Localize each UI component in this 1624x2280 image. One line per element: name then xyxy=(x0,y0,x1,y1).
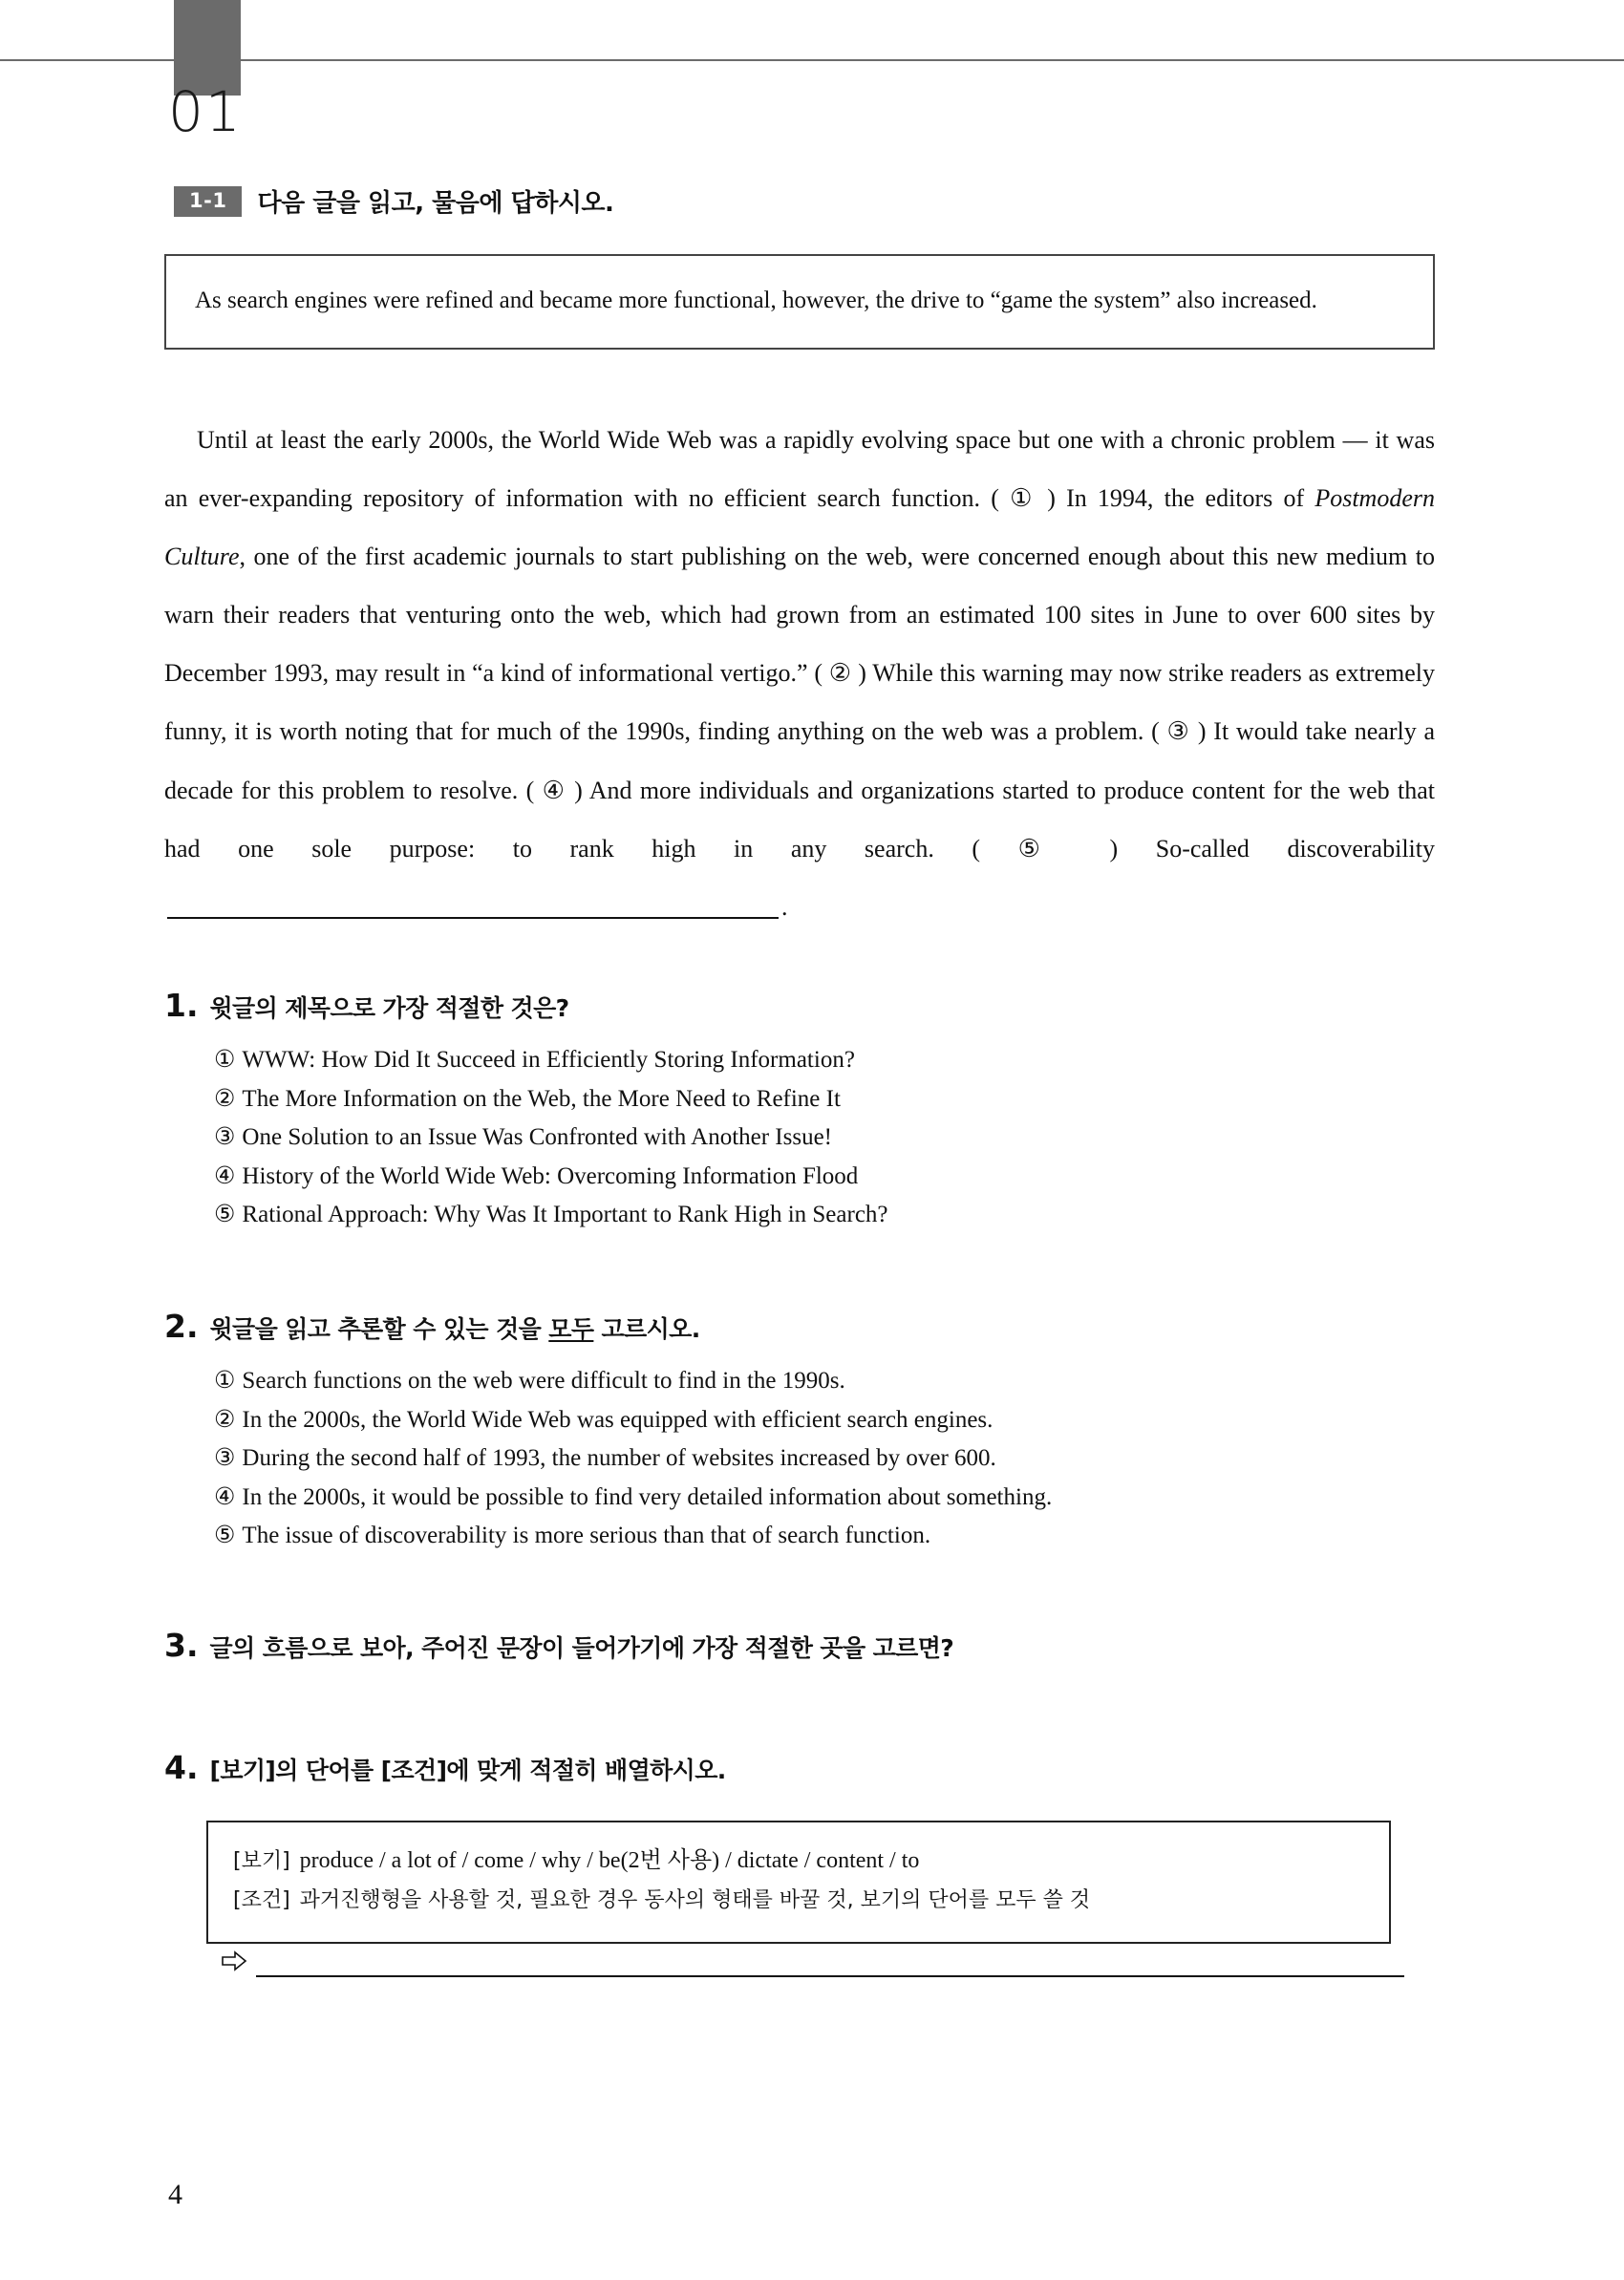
direction-badge: 1-1 xyxy=(174,186,242,217)
direction-text: 다음 글을 읽고, 물음에 답하시오. xyxy=(257,189,614,218)
question-3-head xyxy=(164,1627,1444,1664)
choice-marker: ④ xyxy=(214,1483,236,1510)
question-2-title-emphasis: 모두 xyxy=(548,1315,594,1343)
choice-text: One Solution to an Issue Was Confronted with Another Issue! xyxy=(242,1124,833,1150)
choice-marker: ④ xyxy=(214,1162,236,1189)
choice-item[interactable] xyxy=(214,1517,1444,1556)
question-1-title: 윗글의 제목으로 가장 적절한 것은? xyxy=(209,994,569,1022)
choice-text: WWW: How Did It Succeed in Efficiently Storing Information? xyxy=(242,1047,855,1073)
choice-text: Rational Approach: Why Was It Important to Rank High in Search? xyxy=(242,1202,888,1227)
choice-text: In the 2000s, the World Wide Web was equipped with efficient search engines. xyxy=(242,1406,994,1433)
passage-part-2: , one of the first academic journals to start publishing on the web, were concerned enough about this new medium to warn their readers that venturing onto the web, which had grown from an estimated 100 sites in June to over 600 sites by December 1993, may result in “a kind of informational vertigo.” ( ② ) While this warning may now strike readers as extremely funny, it is worth noting that for much of the 1990s, finding anything on the web was a problem. ( ③ ) It would take nearly a decade for this problem to resolve. ( ④ ) And more individuals and organizations started to produce content for the web that had one sole purpose: to rank high in any search. ( ⑤ ) So-called discoverability xyxy=(164,543,1435,863)
choice-marker: ② xyxy=(214,1406,236,1433)
bogi-label: [보기] xyxy=(233,1849,290,1873)
question-4-head xyxy=(164,1749,1444,1786)
choice-text: The More Information on the Web, the More Need to Refine It xyxy=(242,1085,841,1112)
question-2-title-before: 윗글을 읽고 추론할 수 있는 것을 xyxy=(209,1315,549,1343)
choice-marker: ③ xyxy=(214,1124,236,1150)
passage-answer-blank xyxy=(167,917,779,919)
choice-marker: ⑤ xyxy=(214,1202,236,1227)
jogeon-line xyxy=(233,1881,1364,1920)
passage-part-1: Until at least the early 2000s, the World Wide Web was a rapidly evolving space but one with a chronic problem — it was an ever-expanding repository of information with no efficient search function. ( ① ) In 1994, the editors of xyxy=(164,426,1435,513)
question-3-number: 3. xyxy=(164,1627,199,1664)
question-2-head xyxy=(164,1310,1444,1345)
jogeon-label: [조건] xyxy=(233,1888,290,1913)
question-3-title: 글의 흐름으로 보아, 주어진 문장이 들어가기에 가장 적절한 곳을 고르면? xyxy=(209,1634,954,1662)
question-1-number: 1. xyxy=(164,987,199,1024)
choice-item[interactable] xyxy=(214,1041,1444,1080)
question-1 xyxy=(164,987,1444,1235)
choice-item[interactable] xyxy=(214,1119,1444,1158)
question-1-head xyxy=(164,987,1444,1024)
answer-write-line[interactable] xyxy=(256,1949,1404,1977)
question-2-choices xyxy=(214,1362,1444,1556)
answer-row xyxy=(220,1947,1404,1977)
header-rule xyxy=(0,59,1624,61)
question-4-title: [보기]의 단어를 [조건]에 맞게 적절히 배열하시오. xyxy=(209,1757,726,1784)
choice-text: History of the World Wide Web: Overcoming Information Flood xyxy=(242,1162,859,1189)
bogi-line xyxy=(233,1842,1364,1881)
direction-row xyxy=(174,183,613,219)
jogeon-conditions: 과거진행형을 사용할 것, 필요한 경우 동사의 형태를 바꿀 것, 보기의 단어를 모두 쓸 것 xyxy=(299,1888,1091,1913)
bogi-jogeon-box xyxy=(206,1821,1391,1944)
choice-marker: ① xyxy=(214,1368,236,1394)
choice-item[interactable] xyxy=(214,1196,1444,1235)
choice-marker: ② xyxy=(214,1085,236,1112)
passage-journal-title: Postmodern Culture xyxy=(164,484,1435,571)
question-2-number: 2. xyxy=(164,1308,199,1345)
given-sentence-box xyxy=(164,254,1435,350)
question-4 xyxy=(164,1749,1444,1800)
choice-item[interactable] xyxy=(214,1080,1444,1119)
passage-part-3: . xyxy=(781,892,788,921)
choice-text: During the second half of 1993, the number of websites increased by over 600. xyxy=(242,1445,996,1471)
choice-text: In the 2000s, it would be possible to find very detailed information about something. xyxy=(242,1483,1053,1510)
question-2 xyxy=(164,1310,1444,1556)
choice-item[interactable] xyxy=(214,1362,1444,1401)
choice-text: Search functions on the web were difficult to find in the 1990s. xyxy=(242,1368,845,1394)
page-number: 4 xyxy=(168,2179,182,2210)
choice-marker: ③ xyxy=(214,1445,236,1471)
choice-item[interactable] xyxy=(214,1401,1444,1440)
question-3 xyxy=(164,1627,1444,1677)
question-1-choices xyxy=(214,1041,1444,1235)
choice-text: The issue of discoverability is more serious than that of search function. xyxy=(242,1523,931,1548)
right-arrow-icon xyxy=(220,1947,248,1975)
reading-passage xyxy=(164,411,1435,936)
unit-number: 01 xyxy=(168,79,243,144)
choice-item[interactable] xyxy=(214,1439,1444,1479)
choice-marker: ① xyxy=(214,1047,236,1073)
page-header xyxy=(0,0,1624,86)
choice-item[interactable] xyxy=(214,1158,1444,1197)
question-4-number: 4. xyxy=(164,1749,199,1786)
question-2-title xyxy=(210,1310,700,1345)
bogi-words: produce / a lot of / come / why / be(2번 사용) / dictate / content / to xyxy=(299,1848,920,1873)
choice-marker: ⑤ xyxy=(214,1523,236,1548)
choice-item[interactable] xyxy=(214,1479,1444,1518)
question-2-title-after: 고르시오. xyxy=(593,1315,700,1343)
given-sentence-text: As search engines were refined and became more functional, however, the drive to “game the system” also increased. xyxy=(195,288,1317,313)
